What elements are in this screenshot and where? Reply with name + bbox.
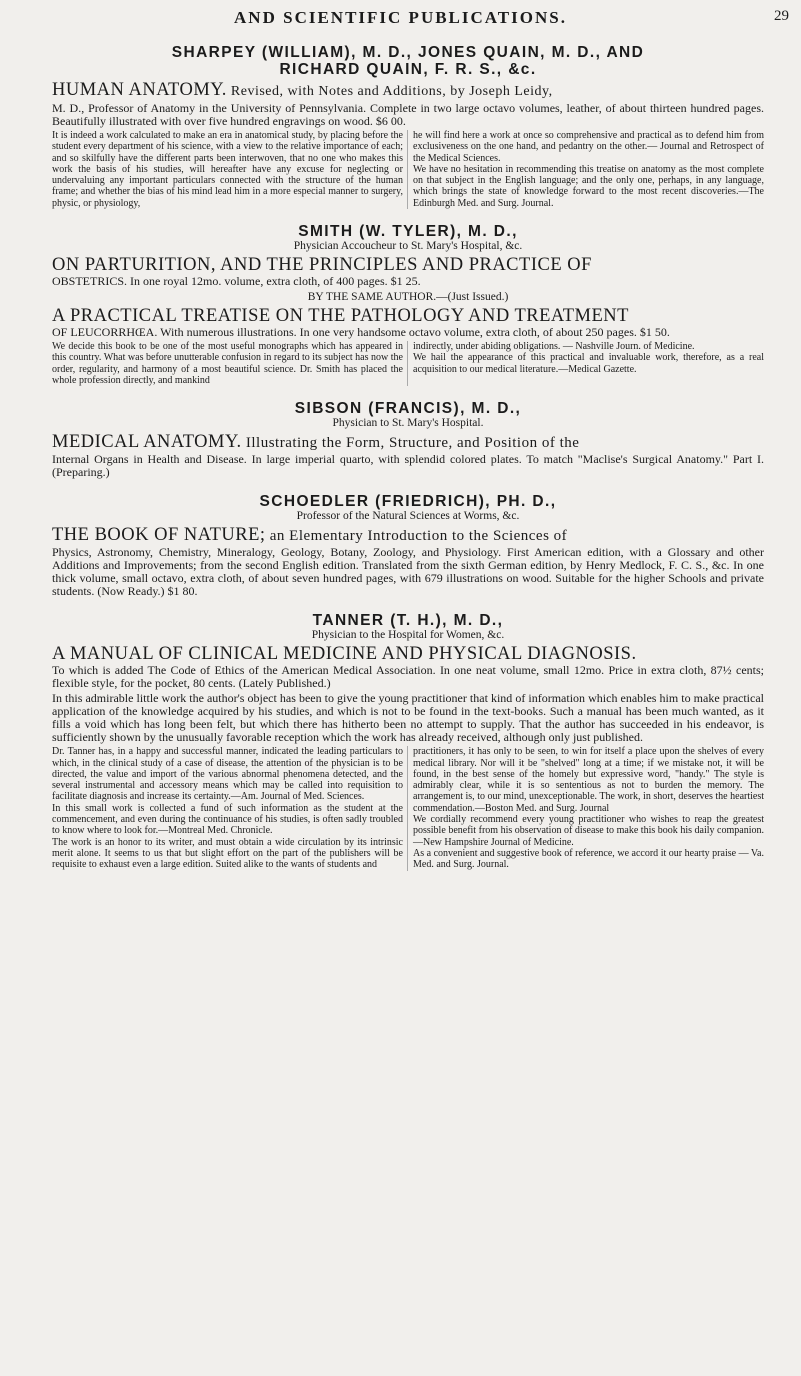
book-title xyxy=(52,80,764,102)
author-heading: SMITH (W. TYLER), M. D., xyxy=(298,223,518,241)
book-title-main: MEDICAL ANATOMY. xyxy=(52,432,242,453)
author-heading: SCHOEDLER (FRIEDRICH), PH. D., xyxy=(259,493,557,511)
entry-schoedler xyxy=(52,493,764,598)
author-heading: SHARPEY (WILLIAM), M. D., JONES QUAIN, M. D., AND xyxy=(171,44,645,61)
book-title: ON PARTURITION, AND THE PRINCIPLES AND PRACTICE OF xyxy=(52,255,592,276)
review-columns xyxy=(52,341,764,386)
review-column-right: he will find here a work at once so comprehensive and practical as to defend him from exclusiveness on the one hand, and pedantry on the other.— Journal and Retrospect of the Medical Sciences. We have no hesitation in recommending this treatise on anatomy as the most complete on that subject in the English language; and the only one, perhaps, in any language, which brings the state of knowledge forward to the most recent discoveries.—The Edinburgh Med. and Surg. Journal. xyxy=(413,130,764,209)
book-description: Internal Organs in Health and Disease. In large imperial quarto, with splendid colored plates. To match "Maclise's Surgical Anatomy." Part I. (Preparing.) xyxy=(52,452,764,480)
book-title xyxy=(52,525,764,546)
review-column-right: practitioners, it has only to be seen, to win for itself a place upon the shelves of every medical library. Nor will it be "shelved" long at a time; if we mistake not, it will be found, in the best sense of the homely but expressive word, "handy." The style is admirably clear, while it is so sententious as not to burden the memory. The arrangement is, to our mind, unexceptionable. The work, in short, deserves the heartiest commendation.—Boston Med. and Surg. Journal We cordially recommend every young practitioner who wishes to reap the greatest possible benefit from his observation of disease to make this book his daily companion.—New Hampshire Journal of Medicine. As a convenient and suggestive book of reference, we accord it our hearty praise — Va. Med. and Surg. Journal. xyxy=(413,746,764,871)
review-columns xyxy=(52,130,764,209)
author-heading-line2: RICHARD QUAIN, F. R. S., &c. xyxy=(279,61,537,78)
book-title xyxy=(52,432,764,453)
entry-smith xyxy=(52,223,764,386)
book-description: M. D., Professor of Anatomy in the University of Pennsylvania. Complete in two large octavo volumes, leather, of about thirteen hundred pages. Beautifully illustrated with over five hundred engravings on wood. $6 00. xyxy=(52,101,764,128)
review-columns xyxy=(52,746,764,870)
entry-sibson xyxy=(52,400,764,479)
book-title-rest: Illustrating the Form, Structure, and Position of the xyxy=(241,435,580,452)
book-title: A MANUAL OF CLINICAL MEDICINE AND PHYSICAL DIAGNOSIS. xyxy=(52,644,637,665)
book-title-2: A PRACTICAL TREATISE ON THE PATHOLOGY AND TREATMENT xyxy=(52,306,629,327)
book-description: Physics, Astronomy, Chemistry, Mineralogy, Geology, Botany, Zoology, and Physiology. First American edition, with a Glossary and other Additions and Improvements; from the second English edition. Translated from the sixth German edition, by Henry Medlock, F. C. S., &c. In one thick volume, small octavo, extra cloth, of about seven hundred pages, with 679 illustrations on wood. Suitable for the higher Schools and private students. (Now Ready.) $1 80. xyxy=(52,545,764,599)
book-intro: In this admirable little work the author's object has been to give the young practitioner that kind of information which enables him to make practical application of the knowledge acquired by his studies, and which is not to be found in the text-books. Such a manual has been much wanted, as it fills a void which has long been felt, but which there has hitherto been no attempt to supply. That the author has succeeded in his endeavor, is sufficiently shown by the unusually favorable reception which the work has already received, although only just published. xyxy=(52,691,764,745)
book-description: To which is added The Code of Ethics of the American Medical Association. In one neat volume, small 12mo. Price in extra cloth, 87½ cents; flexible style, for the pocket, 80 cents. (Lately Published.) xyxy=(52,663,764,691)
running-head: AND SCIENTIFIC PUBLICATIONS. xyxy=(234,8,567,27)
book-title-main: HUMAN ANATOMY. xyxy=(52,80,227,100)
book-description-2: OF LEUCORRHŒA. With numerous illustrations. In one very handsome octavo volume, extra cloth, of about 250 pages. $1 50. xyxy=(52,325,670,340)
book-title-rest: an Elementary Introduction to the Sciences of xyxy=(265,528,568,545)
review-column-left: We decide this book to be one of the most useful monographs which has appeared in this country. What was before unutterable confusion in regard to its subject has now the order, regularity, and harmony of a most beautiful science. Dr. Smith has placed the whole profession directly, and mankind xyxy=(52,341,408,386)
author-heading: SIBSON (FRANCIS), M. D., xyxy=(294,400,522,418)
book-title-rest: Revised, with Notes and Additions, by Joseph Leidy, xyxy=(226,84,553,99)
author-affiliation: Physician to St. Mary's Hospital. xyxy=(332,417,484,430)
author-affiliation: Physician to the Hospital for Women, &c. xyxy=(311,629,505,642)
author-affiliation: Professor of the Natural Sciences at Worms, &c. xyxy=(296,510,520,523)
page-number: 29 xyxy=(774,8,789,24)
entry-tanner xyxy=(52,612,764,870)
book-description: OBSTETRICS. In one royal 12mo. volume, extra cloth, of 400 pages. $1 25. xyxy=(52,274,421,289)
by-same-author: BY THE SAME AUTHOR.—(Just Issued.) xyxy=(307,291,509,304)
review-column-right: indirectly, under abiding obligations. — Nashville Journ. of Medicine. We hail the appearance of this practical and invaluable work, therefore, as a real acquisition to our medical literature.—Medical Gazette. xyxy=(413,341,764,375)
entry-sharpey-quain xyxy=(52,44,764,209)
author-heading: TANNER (T. H.), M. D., xyxy=(312,612,504,630)
catalog-content xyxy=(52,44,764,871)
book-title-main: THE BOOK OF NATURE; xyxy=(52,525,266,546)
author-affiliation: Physician Accoucheur to St. Mary's Hospital, &c. xyxy=(293,240,523,253)
review-column-left: It is indeed a work calculated to make an era in anatomical study, by placing before the student every department of his science, with a view to the relative importance of each; and so skilfully have the different parts been interwoven, that no one who makes this work the basis of his studies, will hereafter have any excuse for neglecting or undervaluing any important particulars connected with the structure of the human frame; and whether the bias of his mind lead him in a more especial manner to surgery, physic, or physiology, xyxy=(52,130,408,209)
review-column-left: Dr. Tanner has, in a happy and successful manner, indicated the leading particulars to which, in the clinical study of a case of disease, the attention of the physician is to be directed, the value and import of the various abnormal phenomena detected, and the several instrumental and accessory means which may be called into requisition to facilitate diagnosis and increase its certainty.—Am. Journal of Med. Sciences. In this small work is collected a fund of such information as the student at the commencement, and even during the continuance of his studies, is often sadly troubled to know where to look for.—Montreal Med. Chronicle. The work is an honor to its writer, and must obtain a wide circulation by its intrinsic merit alone. It seems to us that but slight effort on the part of the publishers will be requisite to exhaust even a large edition. Suited alike to the wants of students and xyxy=(52,746,408,870)
